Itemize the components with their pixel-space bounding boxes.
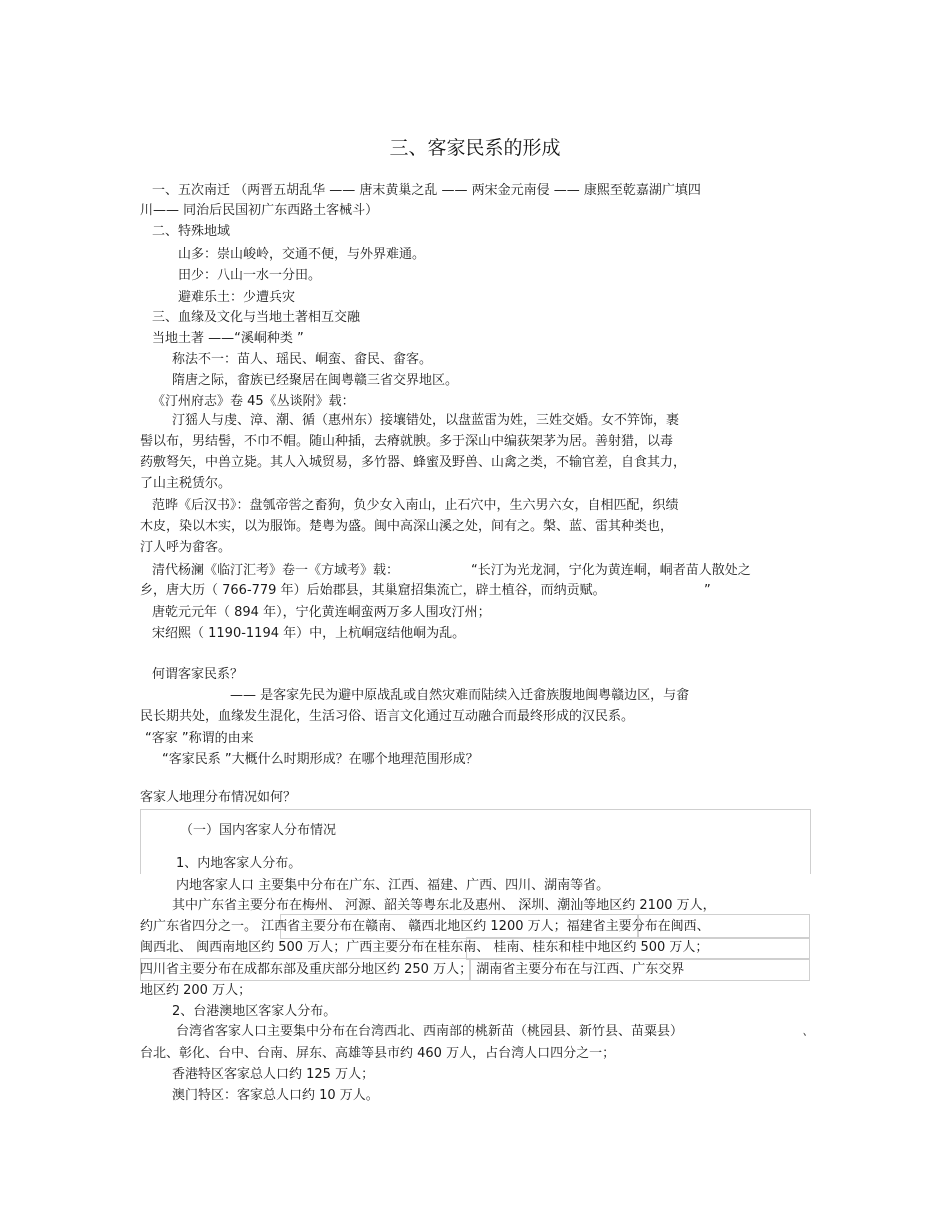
text-line: 当地土著 ——“溪峒种类 ” xyxy=(152,331,304,346)
text-line: 四川省主要分布在成都东部及重庆部分地区约 250 万人； 湖南省主要分布在与江西、广东交界 xyxy=(140,962,685,977)
text-line: 隋唐之际，畲族已经聚居在闽粤赣三省交界地区。 xyxy=(172,373,459,388)
text-line: 香港特区客家总人口约 125 万人； xyxy=(172,1067,375,1082)
text-line: 台北、彰化、台中、台南、屏东、高雄等县市约 460 万人，占台湾人口四分之一； xyxy=(140,1046,616,1061)
text-line: 汀人呼为畲客。 xyxy=(140,540,232,555)
text-line: 乡，唐大历（ 766-779 年）后始郡县，其巢窟招集流亡，辟土植谷，而纳贡赋。 xyxy=(140,583,606,598)
text-line: 称法不一：苗人、瑶民、峒蛮、畲民、畲客。 xyxy=(172,352,433,367)
text-line: 1、内地客家人分布。 xyxy=(176,856,302,871)
text-line: 闽西北、 闽西南地区约 500 万人；广西主要分布在桂东南、 桂南、桂东和桂中地区约 500 万人； xyxy=(140,940,709,955)
text-line: 田少：八山一水一分田。 xyxy=(178,268,322,283)
text-line: 木皮，染以木实，以为服饰。楚粤为盛。闽中高深山溪之处，间有之。槃、蓝、雷其种类也， xyxy=(140,519,674,534)
text-line: 一、五次南迁 （两晋五胡乱华 —— 唐末黄巢之乱 —— 两宋金元南侵 —— 康熙至乾嘉湖广填四 xyxy=(152,183,701,198)
text-line: ” xyxy=(704,583,711,598)
text-line: 《汀州府志》卷 45《丛谈附》载： xyxy=(152,394,355,409)
text-line: 宋绍熙（ 1190-1194 年）中，上杭峒寇结他峒为乱。 xyxy=(152,626,466,641)
text-line: 民长期共处，血缘发生混化，生活习俗、语言文化通过互动融合而最终形成的汉民系。 xyxy=(140,709,635,724)
text-line: 川—— 同治后民国初广东西路土客械斗） xyxy=(140,203,379,218)
text-line: 地区约 200 万人； xyxy=(140,983,252,998)
text-line: 唐乾元元年（ 894 年），宁化黄连峒蛮两万多人围攻汀州； xyxy=(152,605,491,620)
text-line: 清代杨澜《临汀汇考》卷一《方域考》载： xyxy=(152,563,400,578)
text-line: 内地客家人口 主要集中分布在广东、江西、福建、广西、四川、湖南等省。 xyxy=(176,878,610,893)
text-line: “客家 ”称谓的由来 xyxy=(145,731,254,746)
text-line: 了山主税赁尔。 xyxy=(140,476,232,491)
text-line: 何谓客家民系？ xyxy=(152,667,244,682)
text-line: 、 xyxy=(803,1024,813,1039)
text-line: 台湾省客家人口主要集中分布在台湾西北、西南部的桃新苗（桃园县、新竹县、苗粟县） xyxy=(176,1024,684,1039)
text-line: “客家民系 ”大概什么时期形成？在哪个地理范围形成？ xyxy=(162,752,479,767)
text-line: 二、特殊地域 xyxy=(152,224,231,239)
text-line: 山多：崇山峻岭，交通不便，与外界难通。 xyxy=(178,247,426,262)
text-line: （一）国内客家人分布情况 xyxy=(180,823,337,838)
text-line: 避难乐土：少遭兵灾 xyxy=(178,290,296,305)
text-line: “长汀为光龙洞，宁化为黄连峒，峒者苗人散处之 xyxy=(471,563,751,578)
text-line: 客家人地理分布情况如何？ xyxy=(140,790,297,805)
text-line: 2、台港澳地区客家人分布。 xyxy=(172,1004,337,1019)
text-line: 药敷弩矢，中兽立毙。其人入城贸易，多竹器、蜂蜜及野兽、山禽之类，不输官差，自食其力， xyxy=(140,455,687,470)
page-title: 三、客家民系的形成 xyxy=(389,137,561,159)
text-line: 髻以布，男结髻，不巾不帽。随山种插，去瘠就腴。多于深山中编荻架茅为居。善射猎，以毒 xyxy=(140,434,674,449)
text-line: 三、血缘及文化与当地土著相互交融 xyxy=(152,310,361,325)
text-line: 约广东省四分之一。 江西省主要分布在赣南、 赣西北地区约 1200 万人；福建省主要分布在闽西、 xyxy=(140,919,710,934)
text-line: 汀猺人与虔、漳、潮、循（惠州东）接壤错处，以盘蓝雷为姓，三姓交婚。女不笄饰，裹 xyxy=(172,413,680,428)
text-line: 澳门特区：客家总人口约 10 万人。 xyxy=(172,1088,379,1103)
text-line: 其中广东省主要分布在梅州、 河源、韶关等粤东北及惠州、 深圳、潮汕等地区约 2100 万人， xyxy=(172,898,716,913)
text-line: 范晔《后汉书》：盘瓠帝喾之畜狗，负少女入南山，止石穴中，生六男六女，自相匹配，织绩 xyxy=(152,498,679,513)
text-line: —— 是客家先民为避中原战乱或自然灾难而陆续入迁畲族腹地闽粤赣边区，与畲 xyxy=(230,688,690,703)
